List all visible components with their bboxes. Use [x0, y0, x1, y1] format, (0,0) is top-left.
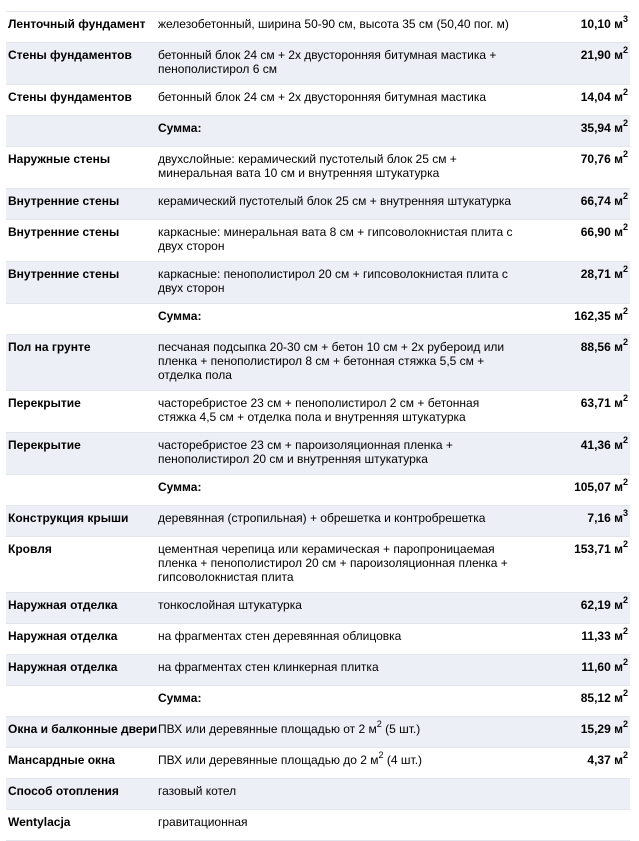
table-row — [6, 262, 630, 304]
element-name: Перекрытие — [6, 433, 158, 475]
element-name — [6, 475, 158, 506]
table-row — [6, 189, 630, 220]
table-row — [6, 717, 630, 748]
description-text: тонкослойная штукатурка — [158, 598, 302, 612]
description-text: часторебристое 23 см + пенополистирол 2 см + бетонная стяжка 4,5 см + отделка пола и внутренняя штукатурка — [158, 396, 480, 424]
description-text: Сумма: — [158, 480, 202, 494]
element-description — [158, 810, 524, 841]
element-description — [158, 433, 524, 475]
element-quantity — [524, 85, 630, 116]
quantity-value: 11,60 м — [581, 660, 623, 674]
table-row — [6, 779, 630, 810]
quantity-value: 15,29 м — [580, 722, 623, 736]
table-row — [6, 655, 630, 686]
element-description — [158, 624, 524, 655]
table-row — [6, 391, 630, 433]
description-text: бетонный блок 24 см + 2x двусторонняя битумная мастика + пенополистирол 6 см — [158, 48, 497, 76]
description-main: ПВХ или деревянные площадью до 2 м — [158, 753, 379, 767]
quantity-value: 66,74 м — [580, 194, 623, 208]
table-row — [6, 147, 630, 189]
description-text: песчаная подсыпка 20-30 см + бетон 10 см + 2x рубероид или пленка + пенополистирол 8 см + бетонная стяжка 5,5 см + отделка пола — [158, 340, 505, 382]
subtotal-label — [158, 686, 524, 717]
element-description — [158, 12, 524, 43]
element-name: Внутренние стены — [6, 220, 158, 262]
element-quantity — [524, 624, 630, 655]
element-quantity — [524, 748, 630, 779]
unit-exponent: 2 — [622, 191, 628, 201]
quantity-value: 14,04 м — [580, 90, 623, 104]
description-text: газовый котел — [158, 784, 237, 798]
table-row — [6, 624, 630, 655]
unit-exponent: 2 — [622, 719, 628, 729]
unit-exponent: 2 — [622, 435, 628, 445]
element-quantity — [524, 779, 630, 810]
unit-exponent: 3 — [622, 508, 628, 518]
element-name — [6, 304, 158, 335]
unit-exponent: 2 — [622, 45, 628, 55]
element-quantity — [524, 717, 630, 748]
element-quantity — [524, 537, 630, 593]
element-description — [158, 655, 524, 686]
quantity-value: 62,19 м — [580, 598, 623, 612]
subtotal-label — [158, 475, 524, 506]
quantity-value: 88,56 м — [580, 340, 623, 354]
element-name: Wentylacja — [6, 810, 158, 841]
element-description — [158, 85, 524, 116]
description-main: ПВХ или деревянные площадью от 2 м — [158, 722, 377, 736]
description-text: бетонный блок 24 см + 2x двусторонняя битумная мастика — [158, 90, 487, 104]
table-row — [6, 593, 630, 624]
element-quantity — [524, 335, 630, 391]
description-tail: (5 шт.) — [381, 722, 421, 736]
subtotal-row — [6, 116, 630, 147]
subtotal-label — [158, 116, 524, 147]
quantity-value: 66,90 м — [580, 225, 623, 239]
element-description — [158, 506, 524, 537]
element-name: Ленточный фундамент — [6, 12, 158, 43]
unit-exponent: 2 — [622, 264, 628, 274]
unit-exponent: 2 — [622, 688, 628, 698]
quantity-value: 85,12 м — [580, 691, 623, 705]
element-description — [158, 335, 524, 391]
description-text: часторебристое 23 см + пароизоляционная пленка + пенополистирол 20 см и внутренняя штукатурка — [158, 438, 453, 466]
element-quantity — [524, 810, 630, 841]
element-name: Наружные стены — [6, 147, 158, 189]
element-name: Перекрытие — [6, 391, 158, 433]
unit-exponent: 2 — [622, 222, 628, 232]
subtotal-quantity — [524, 686, 630, 717]
table-row — [6, 85, 630, 116]
element-quantity — [524, 262, 630, 304]
subtotal-row — [6, 475, 630, 506]
table-row — [6, 335, 630, 391]
description-text: Сумма: — [158, 309, 202, 323]
unit-exponent: 2 — [622, 118, 628, 128]
quantity-value: 4,37 м — [587, 753, 623, 767]
description-text: на фрагментах стен клинкерная плитка — [158, 660, 379, 674]
table-row — [6, 810, 630, 841]
description-text: на фрагментах стен деревянная облицовка — [158, 629, 402, 643]
description-text: двухслойные: керамический пустотелый блок 25 см + минеральная вата 10 см и внутренняя штукатурка — [158, 152, 457, 180]
unit-exponent: 2 — [622, 337, 628, 347]
unit-exponent: 2 — [622, 750, 628, 760]
description-text: железобетонный, ширина 50-90 см, высота 35 см (50,40 пог. м) — [158, 17, 509, 31]
element-name: Внутренние стены — [6, 189, 158, 220]
element-name: Наружная отделка — [6, 655, 158, 686]
element-name: Конструкция крыши — [6, 506, 158, 537]
element-quantity — [524, 147, 630, 189]
unit-exponent: 2 — [622, 595, 628, 605]
quantity-value: 105,07 м — [574, 480, 623, 494]
unit-exponent: 2 — [622, 306, 628, 316]
quantity-value: 63,71 м — [580, 396, 623, 410]
quantity-value: 7,16 м — [587, 511, 623, 525]
subtotal-row — [6, 686, 630, 717]
element-description — [158, 147, 524, 189]
element-name: Окна и балконные двери — [6, 717, 158, 748]
quantity-value: 28,71 м — [580, 267, 623, 281]
element-name: Стены фундаментов — [6, 85, 158, 116]
element-name: Наружная отделка — [6, 624, 158, 655]
element-name — [6, 116, 158, 147]
element-description — [158, 220, 524, 262]
element-quantity — [524, 391, 630, 433]
unit-exponent: 2 — [622, 626, 628, 636]
subtotal-label — [158, 304, 524, 335]
table-row — [6, 506, 630, 537]
element-quantity — [524, 43, 630, 85]
unit-exponent: 2 — [622, 539, 628, 549]
subtotal-quantity — [524, 304, 630, 335]
table-row — [6, 537, 630, 593]
description-text — [158, 719, 513, 736]
subtotal-row — [6, 304, 630, 335]
description-exponent: 2 — [378, 750, 384, 760]
unit-exponent: 2 — [622, 477, 628, 487]
element-name: Способ отопления — [6, 779, 158, 810]
table-row — [6, 748, 630, 779]
element-description — [158, 717, 524, 748]
element-quantity — [524, 12, 630, 43]
description-exponent: 2 — [376, 719, 382, 729]
quantity-value: 153,71 м — [574, 542, 623, 556]
description-tail: (4 шт.) — [383, 753, 423, 767]
quantity-value: 162,35 м — [574, 309, 623, 323]
description-text: цементная черепица или керамическая + паропроницаемая пленка + пенополистирол 20 см + пароизоляционная пленка + гипсоволокнистая плита — [158, 542, 508, 584]
spec-table-body — [6, 12, 630, 841]
element-quantity — [524, 220, 630, 262]
element-quantity — [524, 593, 630, 624]
element-name: Кровля — [6, 537, 158, 593]
description-text: каркасные: минеральная вата 8 см + гипсоволокнистая плита с двух сторон — [158, 225, 513, 253]
quantity-value: 35,94 м — [580, 121, 623, 135]
quantity-value: 11,33 м — [581, 629, 623, 643]
unit-exponent: 3 — [622, 14, 628, 24]
element-description — [158, 593, 524, 624]
description-text: Сумма: — [158, 691, 202, 705]
description-text: Сумма: — [158, 121, 202, 135]
description-text — [158, 750, 513, 767]
element-name — [6, 686, 158, 717]
table-row — [6, 12, 630, 43]
element-description — [158, 391, 524, 433]
subtotal-quantity — [524, 475, 630, 506]
element-name: Внутренние стены — [6, 262, 158, 304]
description-text: керамический пустотелый блок 25 см + внутренняя штукатурка — [158, 194, 512, 208]
description-text: деревянная (стропильная) + обрешетка и контробрешетка — [158, 511, 486, 525]
element-name: Пол на грунте — [6, 335, 158, 391]
element-name: Наружная отделка — [6, 593, 158, 624]
table-row — [6, 433, 630, 475]
quantity-value: 10,10 м — [580, 17, 623, 31]
element-description — [158, 779, 524, 810]
element-description — [158, 43, 524, 85]
unit-exponent: 2 — [622, 393, 628, 403]
unit-exponent: 2 — [622, 87, 628, 97]
element-description — [158, 262, 524, 304]
quantity-value: 21,90 м — [580, 48, 623, 62]
element-quantity — [524, 433, 630, 475]
quantity-value: 70,76 м — [580, 152, 623, 166]
subtotal-quantity — [524, 116, 630, 147]
element-quantity — [524, 506, 630, 537]
element-description — [158, 537, 524, 593]
element-quantity — [524, 189, 630, 220]
table-row — [6, 220, 630, 262]
element-quantity — [524, 655, 630, 686]
unit-exponent: 2 — [622, 149, 628, 159]
description-text: каркасные: пенополистирол 20 см + гипсоволокнистая плита с двух сторон — [158, 267, 508, 295]
element-name: Мансардные окна — [6, 748, 158, 779]
element-name: Стены фундаментов — [6, 43, 158, 85]
table-row — [6, 43, 630, 85]
description-text: гравитационная — [158, 815, 248, 829]
building-spec-table — [6, 11, 630, 841]
element-description — [158, 189, 524, 220]
quantity-value: 41,36 м — [580, 438, 623, 452]
unit-exponent: 2 — [622, 657, 628, 667]
element-description — [158, 748, 524, 779]
